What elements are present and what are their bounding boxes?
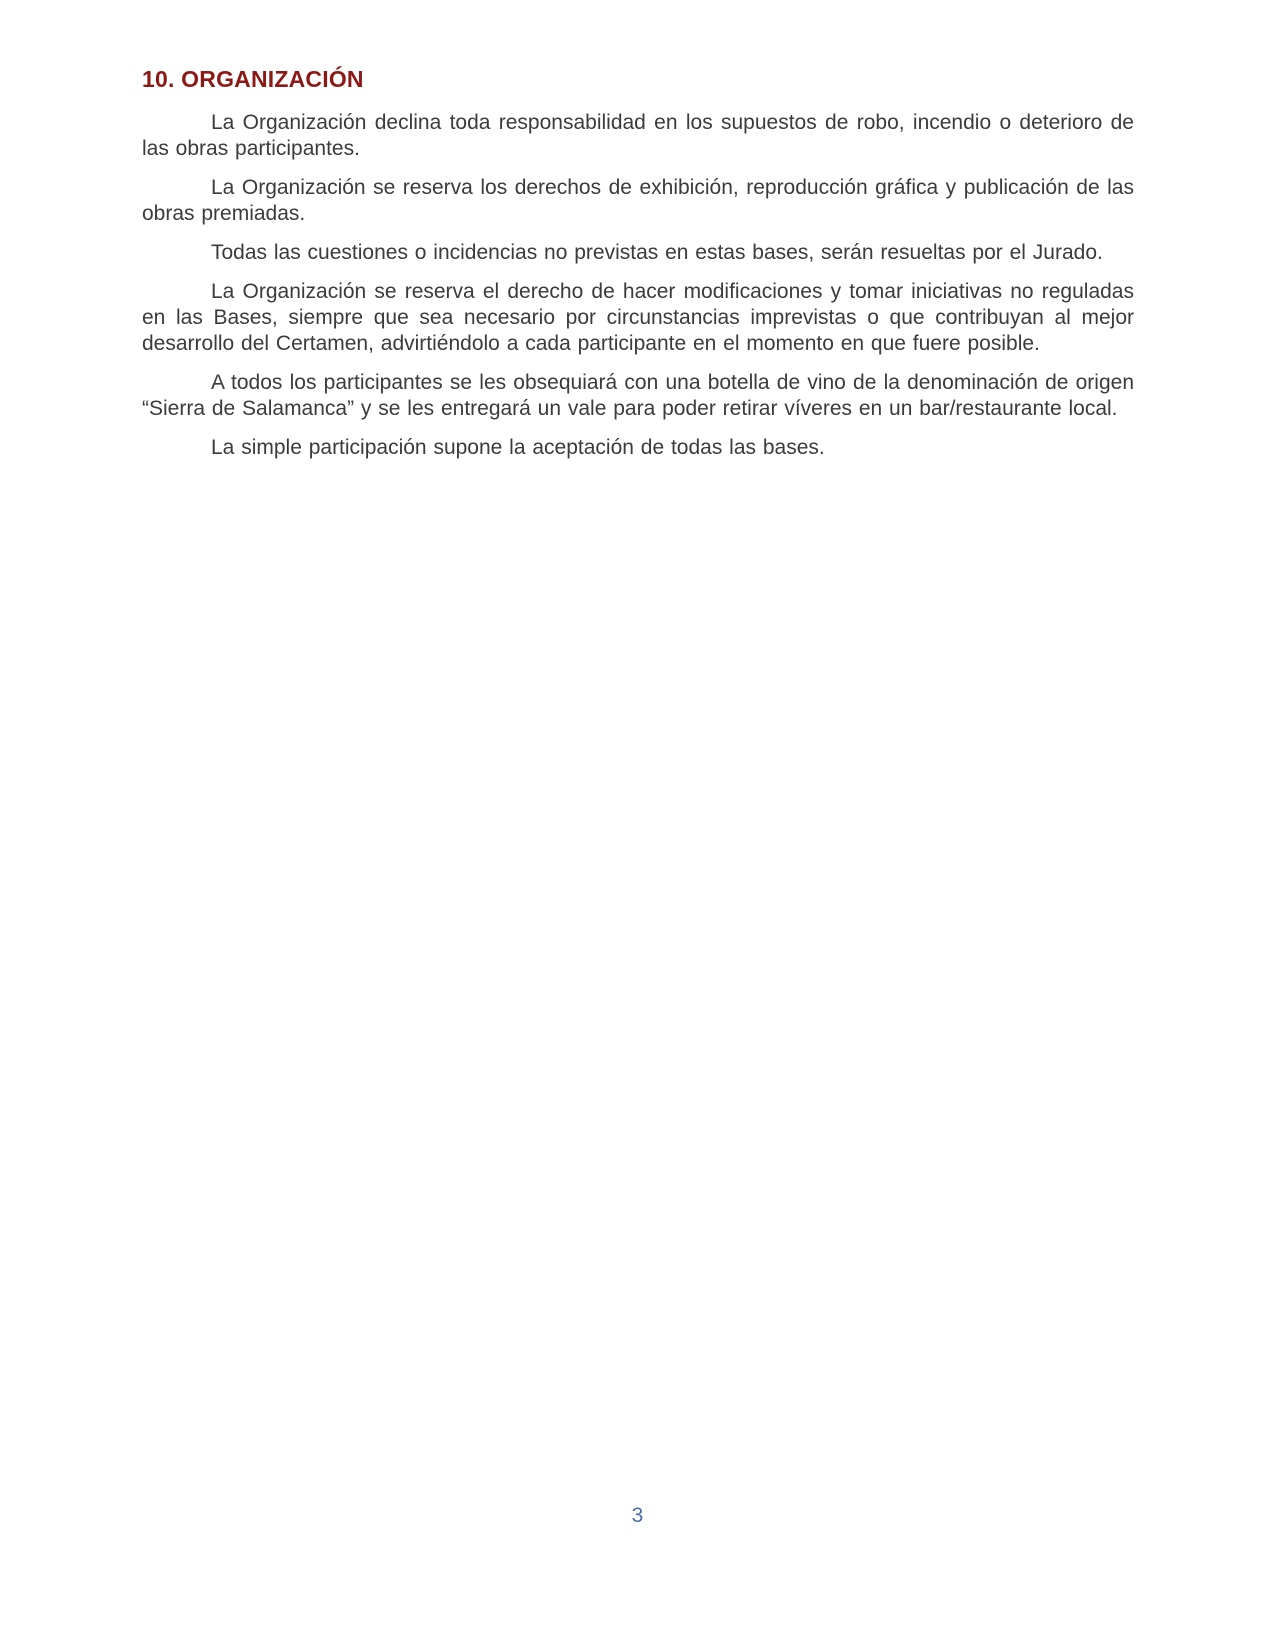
paragraph-aceptacion-bases: La simple participación supone la aceptación de todas las bases. [211, 436, 825, 459]
paragraph-cuestiones-jurado: Todas las cuestiones o incidencias no previstas en estas bases, serán resueltas por el Jurado. [211, 241, 1103, 264]
page-number: 3 [631, 1504, 644, 1527]
paragraph-derechos-exhibicion: La Organización se reserva los derechos de exhibición, reproducción gráfica y publicación de las obras premiadas. [142, 176, 1134, 225]
paragraph-modificaciones: La Organización se reserva el derecho de hacer modificaciones y tomar iniciativas no reguladas en las Bases, siempre que sea necesario por circunstancias imprevistas o que contribuyan al mejor desarrollo del Certamen, advirtiéndolo a cada participante en el momento en que fuere posible. [142, 280, 1134, 355]
section-heading: 10. ORGANIZACIÓN [142, 66, 364, 92]
page-content [142, 66, 1134, 474]
paragraph-obsequio-vino: A todos los participantes se les obsequiará con una botella de vino de la denominación de origen “Sierra de Salamanca” y se les entregará un vale para poder retirar víveres en un bar/restaurante local. [142, 371, 1134, 420]
paragraph-responsabilidad: La Organización declina toda responsabilidad en los supuestos de robo, incendio o deterioro de las obras participantes. [142, 111, 1134, 160]
